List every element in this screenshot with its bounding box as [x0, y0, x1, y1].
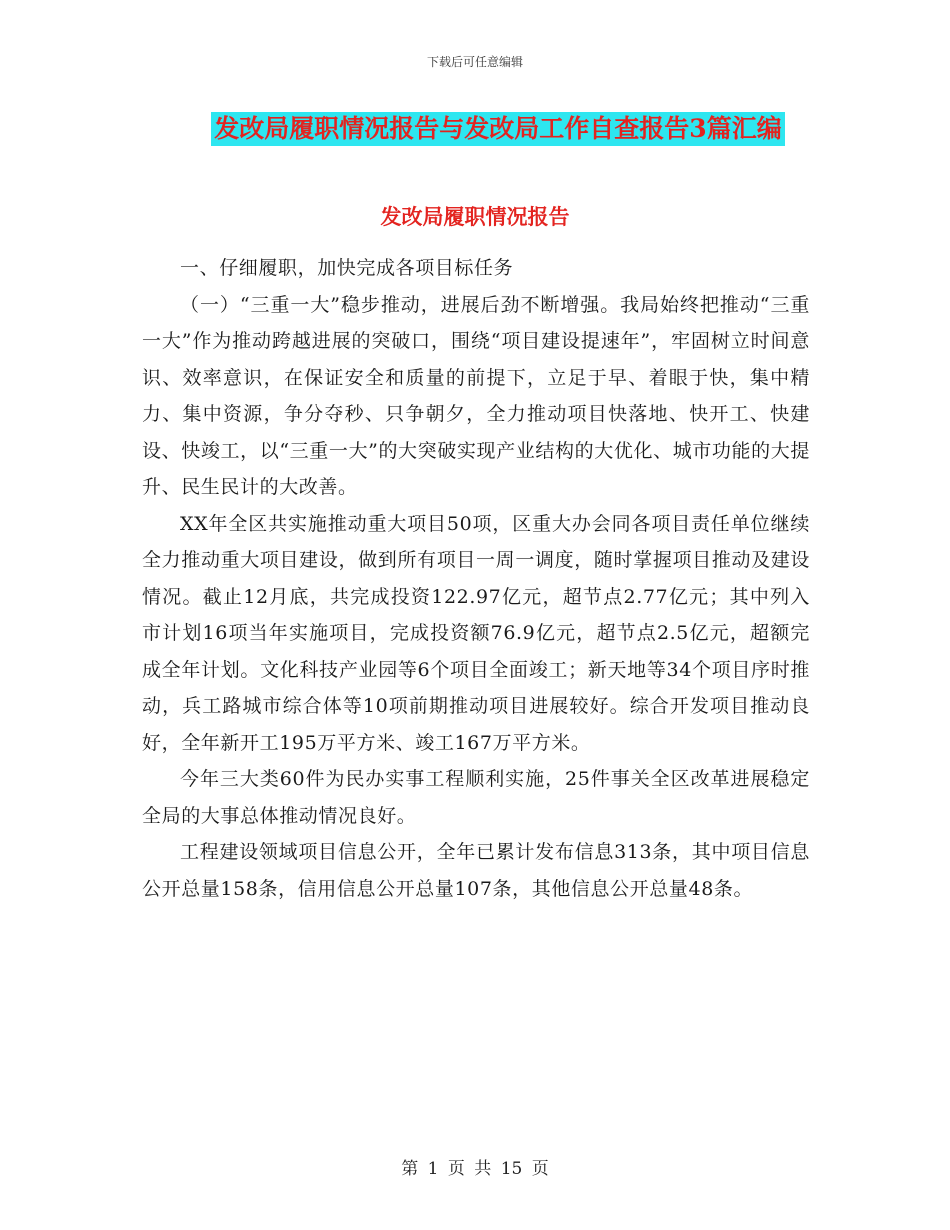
body-paragraph: （一）“三重一大”稳步推动，进展后劲不断增强。我局始终把推动“三重一大”作为推动跨越进展的突破口，围绕“项目建设提速年”，牢固树立时间意识、效率意识，在保证安全和质量的前提下，立足于早、着眼于快，集中精力、集中资源，争分夺秒、只争朝夕，全力推动项目快落地、快开工、快建设、快竣工，以“三重一大”的大突破实现产业结构的大优化、城市功能的大提升、民生民计的大改善。 [142, 293, 810, 498]
document-main-title: 发改局履职情况报告与发改局工作自查报告3篇汇编 [211, 112, 784, 146]
document-body [142, 250, 810, 907]
page-header-note: 下载后可任意编辑 [426, 55, 523, 69]
body-paragraph: XX年全区共实施推动重大项目50项，区重大办会同各项目责任单位继续全力推动重大项目建设，做到所有项目一周一调度，随时掌握项目推动及建设情况。截止12月底，共完成投资122.97亿元，超节点2.77亿元；其中列入市计划16项当年实施项目，完成投资额76.9亿元，超节点2.5亿元，超额完成全年计划。文化科技产业园等6个项目全面竣工；新天地等34个项目序时推动，兵工路城市综合体等10项前期推动项目进展较好。综合开发项目推动良好，全年新开工195万平方米、竣工167万平方米。 [142, 512, 810, 754]
page-number-footer: 第 1 页 共 15 页 [401, 1159, 549, 1179]
body-paragraph: 工程建设领域项目信息公开，全年已累计发布信息313条，其中项目信息公开总量158条，信用信息公开总量107条，其他信息公开总量48条。 [142, 841, 810, 900]
body-paragraph: 今年三大类60件为民办实事工程顺利实施，25件事关全区改革进展稳定全局的大事总体推动情况良好。 [142, 768, 810, 827]
main-title-container [0, 112, 950, 146]
section-title: 发改局履职情况报告 [380, 204, 570, 229]
heading-paragraph: 一、仔细履职，加快完成各项目标任务 [180, 257, 514, 279]
